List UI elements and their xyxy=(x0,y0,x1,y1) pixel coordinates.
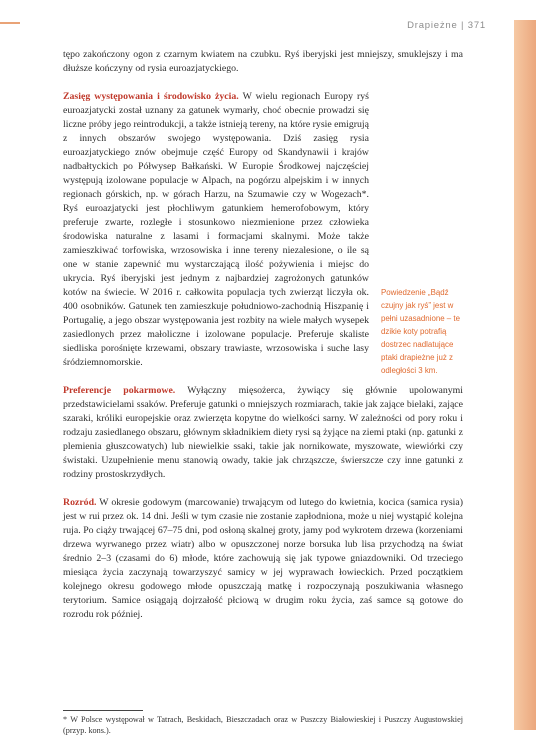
footnote: * W Polsce występował w Tatrach, Beskidach, Bieszczadach oraz w Puszczy Białowieskiej i Puszczy Augustowskiej (przyp. kons.). xyxy=(63,715,463,735)
section-body-reproduction: W okresie godowym (marcowanie) trwającym od lutego do kwietnia, kocica (samica rysia) jest w rui przez ok. 14 dni. Jeśli w tym czasie nie zostanie zapłodniona, może u niej wystąpić kolejna ruja. Po ciąży trwającej 67–75 dni, pod osłoną skalnej groty, jamy pod wykrotem drzewa (korzeniami drzewa wyrwanego przez wiatr) albo w opuszczonej norze borsuka lub lisa przychodzą na świat średnio 2–3 (czasami do 6) młode, które zachowują się jak typowe gniazdowniki. Od trzeciego miesiąca życia zaczynają towarzyszyć samicy w jej wyprawach łowieckich. Przed początkiem kolejnego okresu godowego młode opuszczają matkę i rozpoczynają poszukiwania własnego terytorium. Samice osiągają dojrzałość płciową w drugim roku życia, zaś samce są gotowe do rozrodu rok później. xyxy=(63,497,463,620)
side-note-box xyxy=(381,286,463,377)
section-diet xyxy=(63,384,463,482)
section-body-range: W wielu regionach Europy ryś euroazjatycki został uznany za gatunek wymarły, choć obecnie prowadzi się liczne próby jego reintrodukcji, a także istnieją tereny, na które rysie emigrują z innych obszarów swojego występowania. Dziś zasięg rysia euroazjatyckiego znów obejmuje część Europy od Skandynawii i krajów nadbałtyckich po Półwysep Bałkański. W Europie Środkowej najczęściej występują izolowane populacje w Alpach, na pogórzu alpejskim i w innych regionach górskich, np. w górach Harzu, na Szumawie czy w Wogezach*. Ryś euroazjatycki jest płochliwym gatunkiem hemerofobowym, który preferuje zwarte, rozległe i stosunkowo niezmienione przez człowieka środowiska naturalne z lasami i formacjami skalnymi. Może także zamieszkiwać torfowiska, wrzosowiska i inne tereny niezalesione, o ile są one w stanie zapewnić mu wystarczającą ilość pożywienia i miejsc do ukrycia. Ryś iberyjski jest jednym z najbardziej zagrożonych gatunków kotów na świecie. W 2016 r. całkowita populacja tych zwierząt liczyła ok. 400 osobników. Gatunek ten zamieszkuje południowo-zachodnią Hiszpanię i Portugalię, a jego obszar występowania jest rozbity na wiele małych wysepek zasiedlonych przez małolicznе i izolowane populacje. Preferuje skaliste siedliska porośnięte krzewami, obszary trawiaste, wrzosowiska i suche lasy śródziemnomorskie. xyxy=(63,91,369,368)
chapter-side-tab xyxy=(514,20,536,730)
footnote-divider xyxy=(63,710,143,711)
running-head: Drapieżne | 371 xyxy=(407,20,486,31)
side-note: Powiedzenie „Bądź czujny jak ryś” jest w pełni uzasadnione – te dzikie koty potrafią dostrzec nadlatujące ptaki drapieżne już z odległości 3 km. xyxy=(381,288,460,375)
section-body-diet: Wyłączny mięsożerca, żywiący się głównie upolowanymi przedstawicielami ssaków. Preferuje gatunki o mniejszych rozmiarach, takie jak zające bielaki, zające szaraki, króliki europejskie oraz zwierzęta kopytne do wielkości sarny. W zależności od pory roku i rodzaju zasiedlanego obszaru, głównym składnikiem diety rysi są żyjące na ziemi ptaki (np. gatunki z plemienia głuszcowatych) lub niewielkie ssaki, takie jak nornikowate, myszowate, wiewiórki czy świstaki. Uzupełnienie menu stanowią owady, takie jak chrząszcze, świerszcze czy inne gatunki z rodziny prostoskrzydłych. xyxy=(63,385,464,480)
section-heading-reproduction: Rozród. xyxy=(63,497,97,508)
main-text xyxy=(63,48,463,622)
top-accent-bar xyxy=(0,22,20,24)
section-reproduction xyxy=(63,496,463,622)
section-heading-diet: Preferencje pokarmowe. xyxy=(63,385,176,396)
section-heading-range: Zasięg występowania i środowisko życia. xyxy=(63,91,239,102)
section-range xyxy=(63,90,463,375)
intro-paragraph: tępo zakończony ogon z czarnym kwiatem na czubku. Ryś iberyjski jest mniejszy, smuklejszy i ma dłuższe kończyny od rysia euroazjatyckiego. xyxy=(63,49,463,74)
